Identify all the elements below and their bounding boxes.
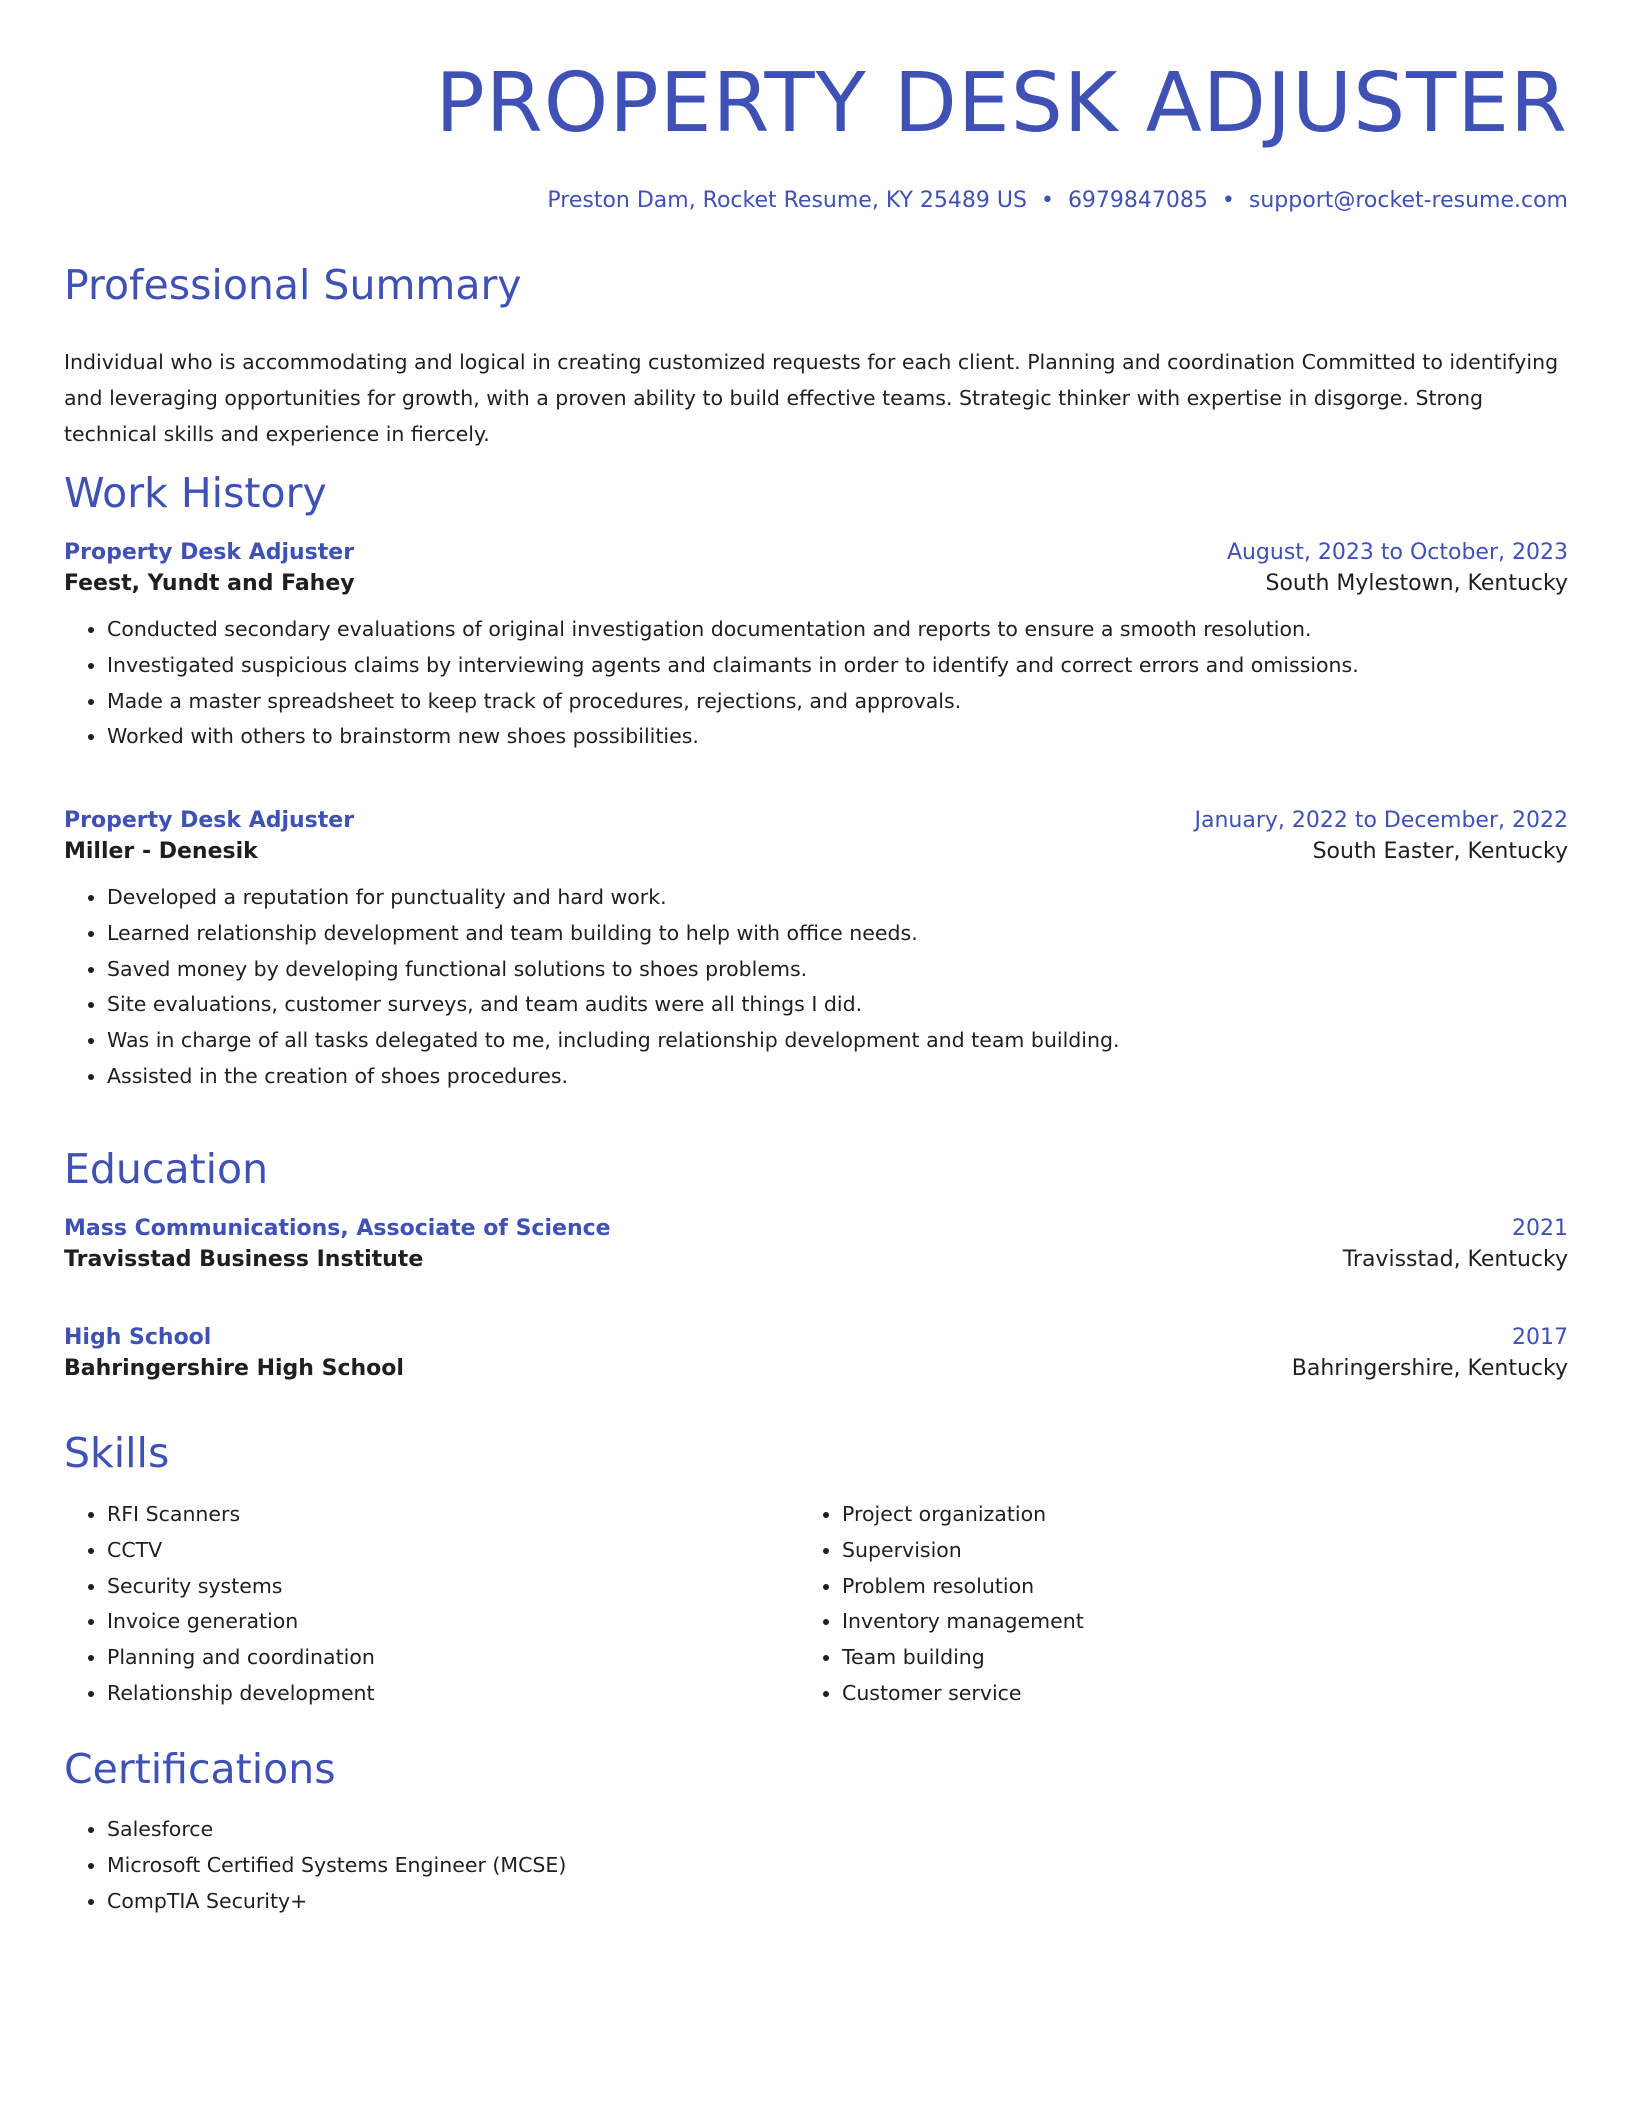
- certification-item: • Salesforce: [107, 1812, 1568, 1848]
- education-entry: [64, 1325, 1568, 1381]
- skill-item: • CCTV: [107, 1533, 799, 1569]
- job-company: Miller - Denesik: [64, 839, 258, 864]
- education-degree: Mass Communications, Associate of Science: [64, 1216, 611, 1241]
- section-title-summary: Professional Summary: [64, 261, 522, 309]
- job-entry: [64, 808, 1568, 1095]
- education-degree: High School: [64, 1325, 212, 1350]
- job-location: South Easter, Kentucky: [1312, 839, 1568, 864]
- skill-item: • Security systems: [107, 1569, 799, 1605]
- job-bullets: [64, 880, 1568, 1095]
- job-dates: January, 2022 to December, 2022: [1194, 808, 1568, 833]
- resume-title: PROPERTY DESK ADJUSTER: [435, 56, 1568, 151]
- contact-address: Preston Dam, Rocket Resume, KY 25489 US: [547, 188, 1027, 213]
- skill-item: • Supervision: [842, 1533, 1534, 1569]
- education-school-row: [64, 1356, 1568, 1381]
- section-title-work-history: Work History: [64, 469, 327, 517]
- job-bullet: • Made a master spreadsheet to keep track of procedures, rejections, and approvals.: [107, 684, 1568, 720]
- job-bullet: • Was in charge of all tasks delegated to me, including relationship development and team building.: [107, 1023, 1568, 1059]
- job-bullet: • Learned relationship development and team building to help with office needs.: [107, 916, 1568, 952]
- job-bullet: • Conducted secondary evaluations of original investigation documentation and reports to ensure a smooth resolution.: [107, 612, 1568, 648]
- skills-grid: [64, 1497, 1534, 1712]
- education-header-row: [64, 1216, 1568, 1241]
- education-school: Bahringershire High School: [64, 1356, 404, 1381]
- certifications-block: [64, 1812, 1568, 1919]
- education-year: 2017: [1512, 1325, 1568, 1350]
- skill-item: • Relationship development: [107, 1676, 799, 1712]
- job-bullet: • Worked with others to brainstorm new shoes possibilities.: [107, 719, 1568, 755]
- job-bullet: • Site evaluations, customer surveys, and team audits were all things I did.: [107, 987, 1568, 1023]
- job-company-row: [64, 839, 1568, 864]
- skills-column-right: [799, 1497, 1534, 1712]
- contact-separator: •: [1040, 188, 1054, 213]
- certification-item: • Microsoft Certified Systems Engineer (MCSE): [107, 1848, 1568, 1884]
- certifications-list: [64, 1812, 1568, 1919]
- contact-separator: •: [1221, 188, 1235, 213]
- job-header-row: [64, 540, 1568, 565]
- job-bullet: • Investigated suspicious claims by interviewing agents and claimants in order to identify and correct errors and omissions.: [107, 648, 1568, 684]
- job-bullet: • Assisted in the creation of shoes procedures.: [107, 1059, 1568, 1095]
- skill-item: • Team building: [842, 1640, 1534, 1676]
- education-school: Travisstad Business Institute: [64, 1247, 424, 1272]
- job-title: Property Desk Adjuster: [64, 808, 355, 833]
- skill-item: • Inventory management: [842, 1604, 1534, 1640]
- job-title: Property Desk Adjuster: [64, 540, 355, 565]
- education-school-row: [64, 1247, 1568, 1272]
- education-location: Travisstad, Kentucky: [1342, 1247, 1568, 1272]
- contact-phone: 6979847085: [1067, 188, 1208, 213]
- job-bullet: • Developed a reputation for punctuality and hard work.: [107, 880, 1568, 916]
- section-title-education: Education: [64, 1145, 269, 1193]
- skill-item: • RFI Scanners: [107, 1497, 799, 1533]
- education-year: 2021: [1512, 1216, 1568, 1241]
- skill-item: • Problem resolution: [842, 1569, 1534, 1605]
- skill-item: • Project organization: [842, 1497, 1534, 1533]
- summary-text: Individual who is accommodating and logical in creating customized requests for each client. Planning and coordination Committed to identifying and leveraging opportunities for growth, with a proven ability to build effective teams. Strategic thinker with expertise in disgorge. Strong technical skills and experience in fiercely.: [64, 350, 1559, 446]
- job-bullets: [64, 612, 1568, 755]
- skills-column-left: [64, 1497, 799, 1712]
- job-company-row: [64, 571, 1568, 596]
- job-bullet: • Saved money by developing functional solutions to shoes problems.: [107, 952, 1568, 988]
- section-title-skills: Skills: [64, 1429, 170, 1477]
- job-company: Feest, Yundt and Fahey: [64, 571, 355, 596]
- skill-item: • Customer service: [842, 1676, 1534, 1712]
- skills-list: [64, 1497, 799, 1712]
- education-header-row: [64, 1325, 1568, 1350]
- job-dates: August, 2023 to October, 2023: [1226, 540, 1568, 565]
- education-location: Bahringershire, Kentucky: [1291, 1356, 1568, 1381]
- contact-email: support@rocket-resume.com: [1248, 188, 1568, 213]
- contact-line: [64, 186, 1568, 216]
- job-entry: [64, 540, 1568, 755]
- skill-item: • Planning and coordination: [107, 1640, 799, 1676]
- skill-item: • Invoice generation: [107, 1604, 799, 1640]
- certification-item: • CompTIA Security+: [107, 1884, 1568, 1920]
- skills-list: [799, 1497, 1534, 1712]
- section-title-certifications: Certifications: [64, 1745, 336, 1793]
- job-location: South Mylestown, Kentucky: [1265, 571, 1568, 596]
- job-header-row: [64, 808, 1568, 833]
- education-entry: [64, 1216, 1568, 1272]
